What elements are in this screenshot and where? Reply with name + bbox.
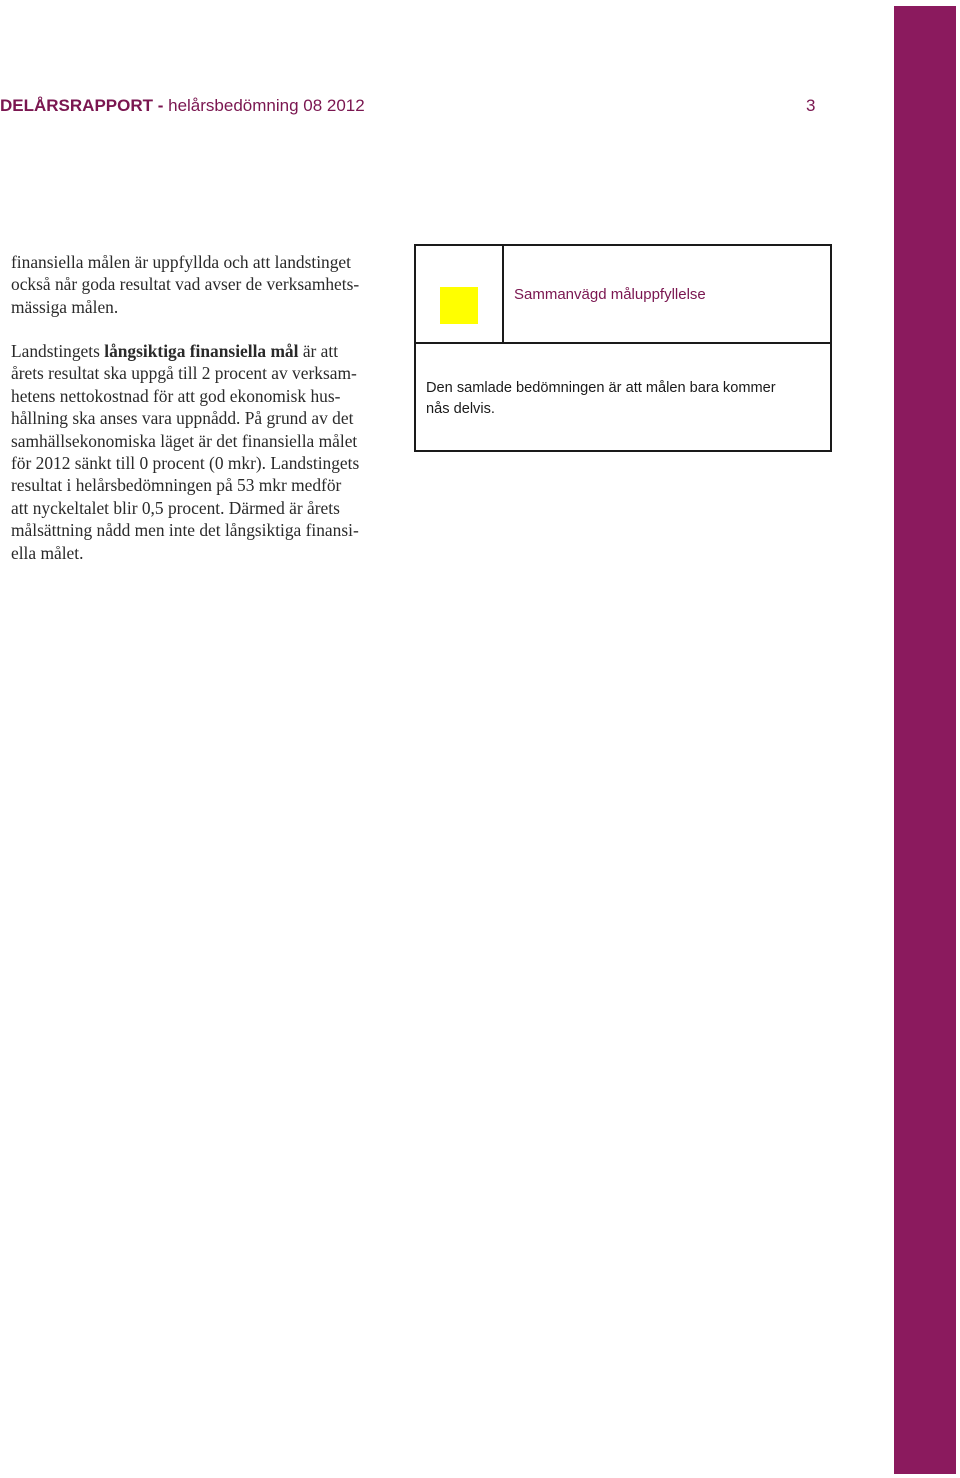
- report-subtitle: helårsbedömning 08 2012: [168, 96, 365, 115]
- page-header: [0, 96, 830, 120]
- goal-box-text: [426, 378, 826, 420]
- page-number: 3: [806, 96, 816, 115]
- text-line: samhällsekonomiska läget är det finansiella målet: [11, 430, 358, 451]
- text-run: Landstingets: [11, 341, 105, 361]
- title-separator: -: [153, 96, 169, 115]
- text-line: Den samlade bedömningen är att målen bara kommer: [426, 380, 776, 396]
- status-indicator-yellow: [440, 287, 478, 324]
- text-line: finansiella målen är uppfyllda och att landstinget: [11, 252, 351, 272]
- text-line: nås delvis.: [426, 401, 495, 417]
- horizontal-divider: [416, 342, 830, 344]
- paragraph-financial-goal: [11, 340, 407, 564]
- text-line: också når goda resultat vad avser de verksamhets-: [11, 274, 360, 295]
- text-run: är att: [298, 341, 339, 361]
- text-line: hetens nettokostnad för att god ekonomisk hus-: [11, 385, 341, 406]
- text-line: målsättning nådd men inte det långsiktiga finansi-: [11, 520, 359, 541]
- emphasis-text: långsiktiga finansiella mål: [104, 341, 299, 361]
- goal-assessment-box: [414, 244, 832, 452]
- vertical-divider: [502, 246, 504, 342]
- text-line: [11, 340, 407, 362]
- text-line: att nyckeltalet blir 0,5 procent. Därmed är årets: [11, 497, 340, 518]
- text-line: hållning ska anses vara uppnådd. På grund av det: [11, 408, 354, 429]
- decorative-side-bar: [894, 6, 956, 1474]
- text-line: mässiga målen.: [11, 296, 119, 317]
- text-line: årets resultat ska uppgå till 2 procent av verksam-: [11, 363, 357, 384]
- report-title: DELÅRSRAPPORT: [0, 96, 154, 115]
- paragraph-intro: [11, 251, 407, 318]
- text-line: ella målet.: [11, 542, 84, 563]
- text-line: för 2012 sänkt till 0 procent (0 mkr). Landstingets: [11, 453, 360, 474]
- text-line: resultat i helårsbedömningen på 53 mkr medför: [11, 475, 342, 496]
- goal-box-heading: Sammanvägd måluppfyllelse: [514, 286, 706, 303]
